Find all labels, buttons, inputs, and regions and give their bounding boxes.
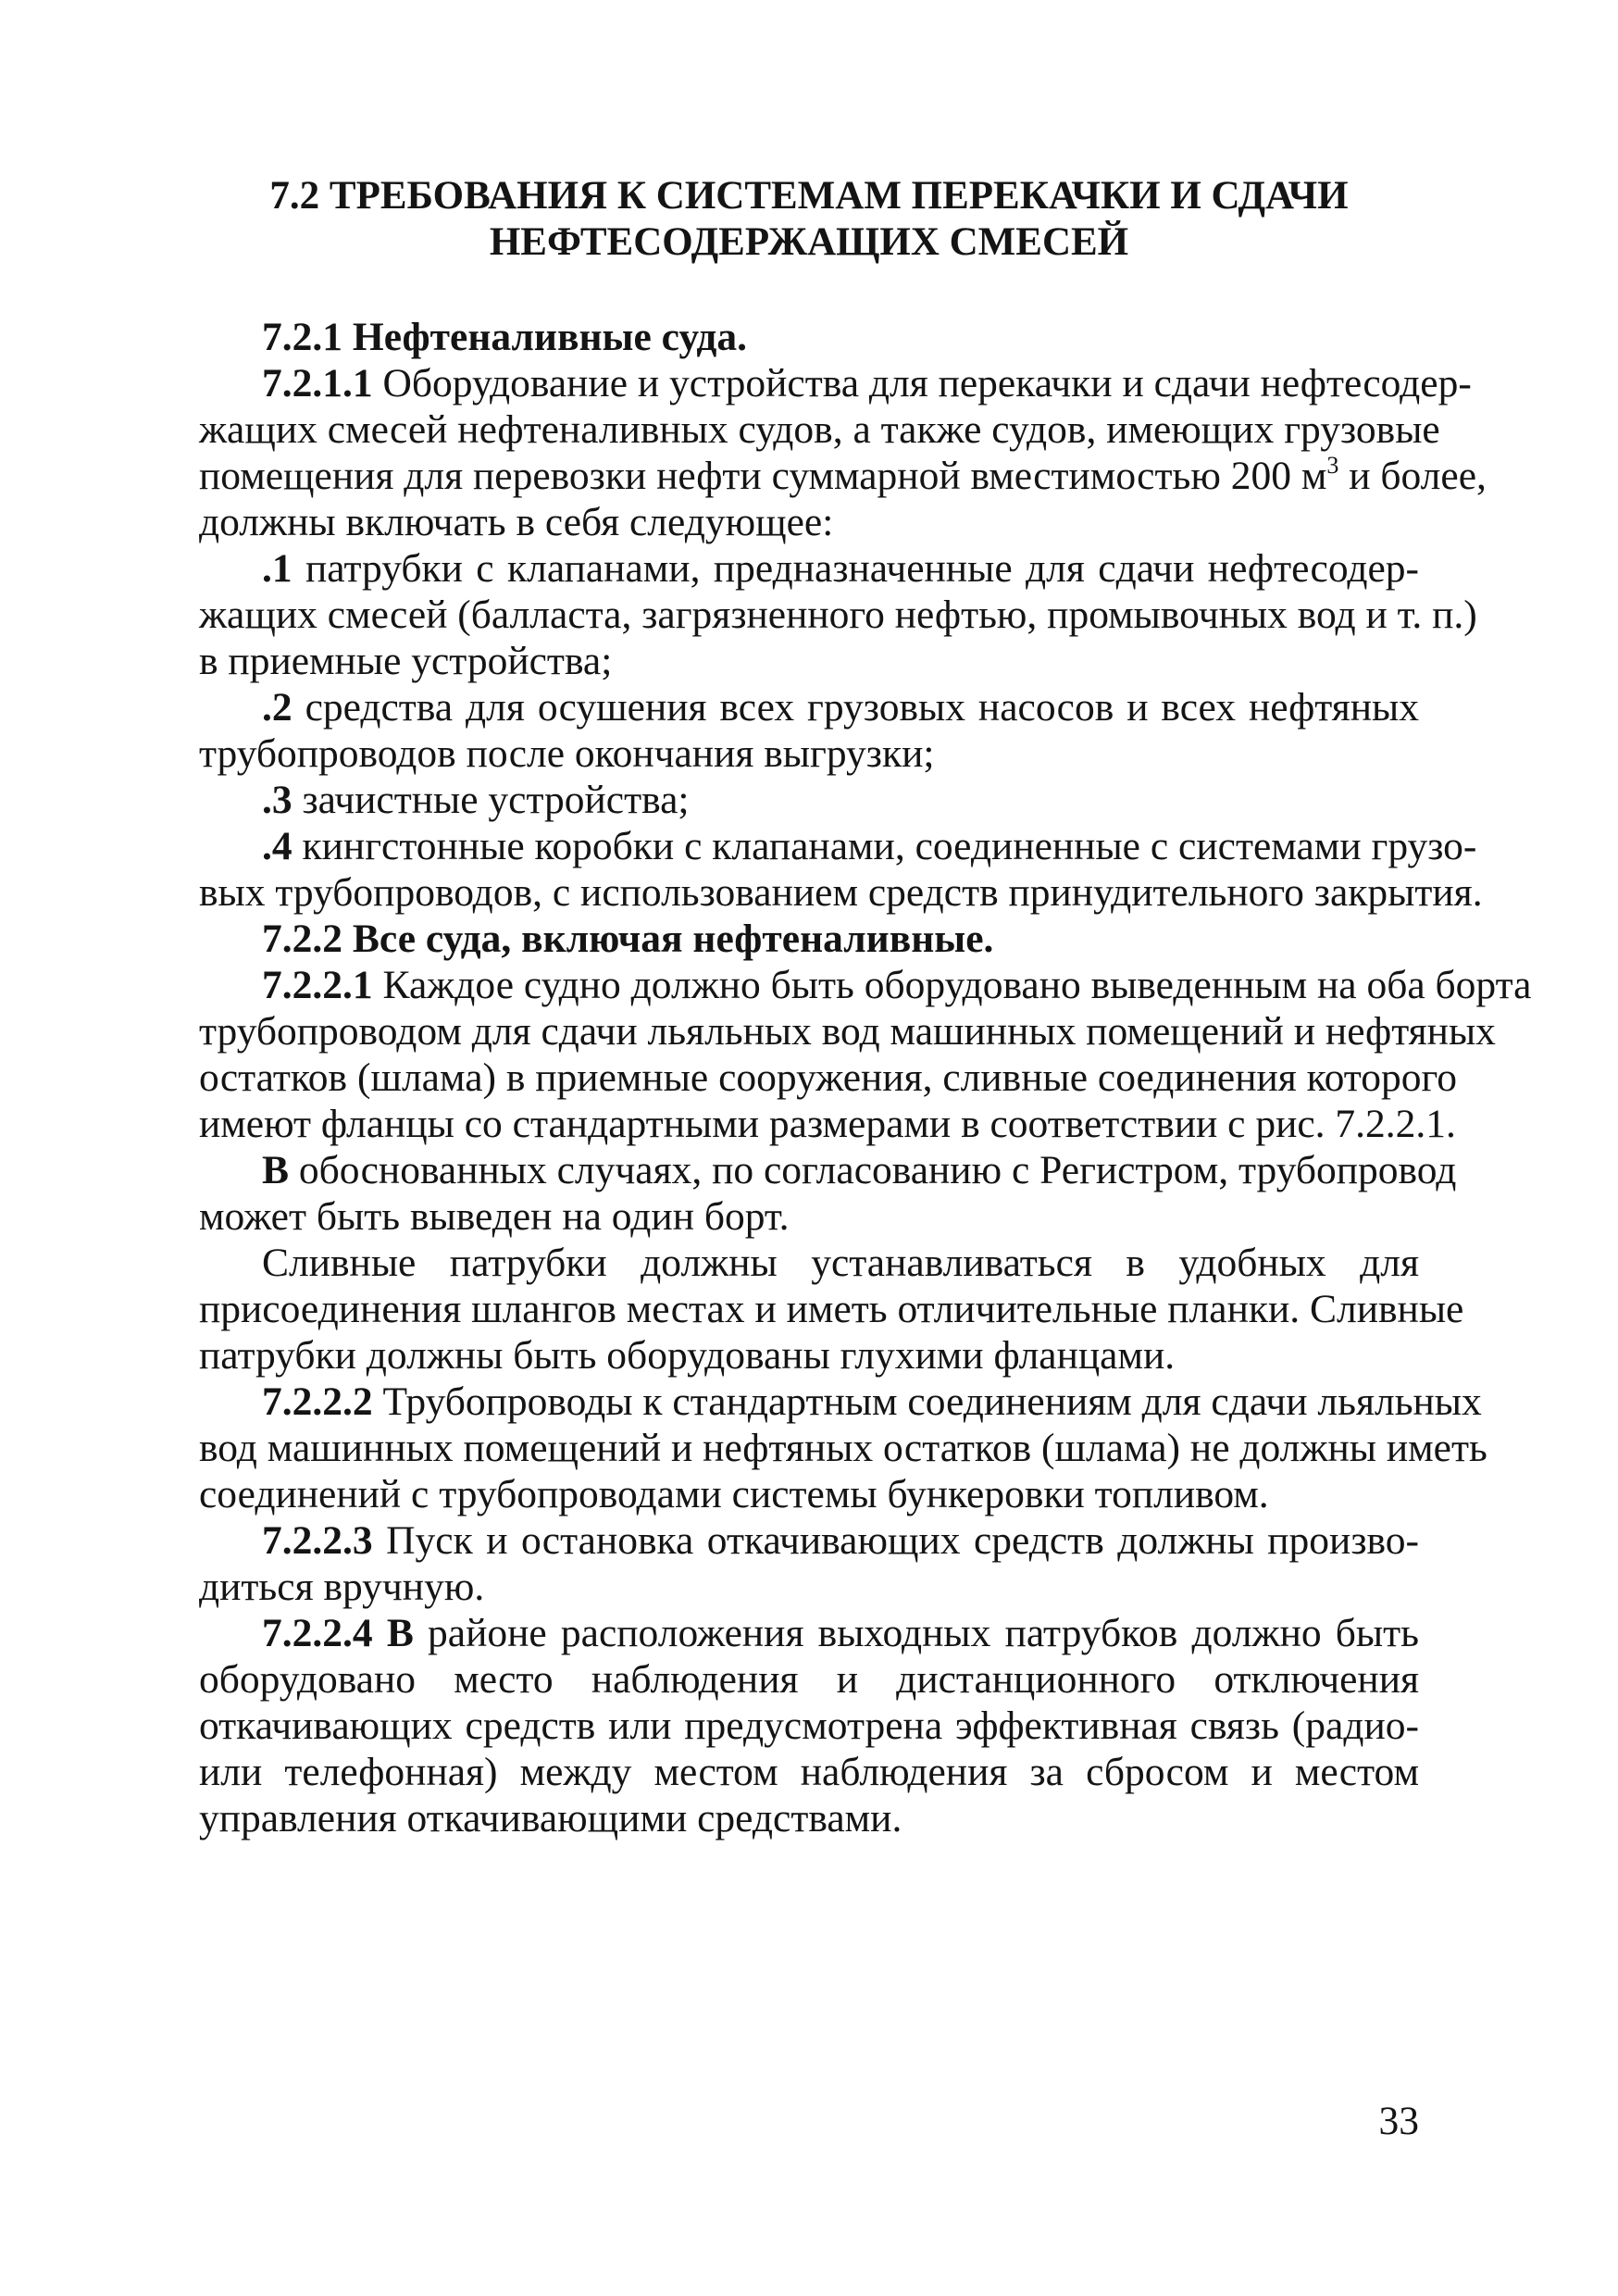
clause-number: 7.2.1.1 — [262, 361, 373, 406]
item-text: патрубки с клапанами, предназначенные для сдачи нефтесодер- — [292, 546, 1419, 591]
clause-text: помещения для перевозки нефти суммарной вместимостью 200 м — [199, 454, 1327, 498]
paragraph-lead-word: В — [262, 1148, 290, 1192]
clause-number: 7.2.2.2 — [262, 1379, 373, 1424]
item-text: кингстонные коробки с клапанами, соединенные с системами грузо- — [292, 824, 1477, 868]
clause-7-2-2-2-line-1 — [262, 1379, 1482, 1425]
clause-text: и более, — [1338, 454, 1487, 498]
clause-7-2-2-4-line-1 — [262, 1610, 1419, 1656]
clause-7-2-1-1-line-4: должны включать в себя следующее: — [199, 500, 834, 544]
clause-7-2-2-4-line-4: или телефонная) между местом наблюдения за сбросом и местом — [199, 1750, 1419, 1794]
item-number: .3 — [262, 778, 292, 822]
clause-text: Каждое судно должно быть оборудовано выведенным на оба борта — [372, 963, 1532, 1007]
clause-7-2-2-4-line-5: управления откачивающими средствами. — [199, 1796, 902, 1841]
list-item-1-line-2: жащих смесей (балласта, загрязненного нефтью, промывочных вод и т. п.) — [199, 593, 1477, 637]
clause-number: 7.2.2.4 В — [262, 1611, 414, 1655]
clause-7-2-2-2-line-2: вод машинных помещений и нефтяных остатков (шлама) не должны иметь — [199, 1426, 1487, 1470]
item-text: средства для осушения всех грузовых насосов и всех нефтяных — [292, 685, 1419, 730]
item-number: .4 — [262, 824, 292, 868]
list-item-2-line-1 — [262, 684, 1419, 730]
section-title-line-1: 7.2 ТРЕБОВАНИЯ К СИСТЕМАМ ПЕРЕКАЧКИ И СДАЧИ — [269, 174, 1349, 218]
clause-7-2-1-1-line-3 — [199, 452, 1487, 499]
clause-7-2-2-3-line-1 — [262, 1517, 1419, 1564]
paragraph-one-side-line-2: может быть выведен на один борт. — [199, 1194, 790, 1239]
list-item-3-line-1 — [262, 777, 1419, 823]
paragraph-drain-pipes-line-3: патрубки должны быть оборудованы глухими фланцами. — [199, 1333, 1176, 1378]
clause-7-2-2-1-line-2: трубопроводом для сдачи льяльных вод машинных помещений и нефтяных — [199, 1009, 1496, 1054]
list-item-1-line-3: в приемные устройства; — [199, 639, 613, 683]
list-item-4-line-2: вых трубопроводов, с использованием средств принудительного закрытия. — [199, 870, 1483, 915]
clause-7-2-2-4-line-2: оборудовано место наблюдения и дистанционного отключения — [199, 1657, 1419, 1702]
clause-7-2-1-1-line-1 — [262, 360, 1472, 406]
clause-7-2-2-4-line-3: откачивающих средств или предусмотрена эффективная связь (радио- — [199, 1703, 1419, 1748]
clause-text: Трубопроводы к стандартным соединениям для сдачи льяльных — [372, 1379, 1482, 1424]
subsection-heading-7-2-2: 7.2.2 Все суда, включая нефтеналивные. — [262, 917, 994, 961]
superscript-exponent: 3 — [1326, 452, 1339, 479]
clause-7-2-2-2-line-3: соединений с трубопроводами системы бункеровки топливом. — [199, 1472, 1269, 1516]
paragraph-one-side-line-1 — [262, 1147, 1457, 1193]
clause-7-2-2-1-line-4: имеют фланцы со стандартными размерами в соответствии с рис. 7.2.2.1. — [199, 1102, 1456, 1146]
paragraph-drain-pipes-line-2: присоединения шлангов местах и иметь отличительные планки. Сливные — [199, 1287, 1464, 1331]
subsection-heading-7-2-1: 7.2.1 Нефтеналивные суда. — [262, 315, 748, 359]
clause-7-2-2-1-line-3: остатков (шлама) в приемные сооружения, сливные соединения которого — [199, 1055, 1457, 1100]
item-number: .1 — [262, 546, 292, 591]
clause-number: 7.2.2.3 — [262, 1518, 373, 1563]
item-text: зачистные устройства; — [292, 778, 690, 822]
item-number: .2 — [262, 685, 292, 730]
clause-number: 7.2.2.1 — [262, 963, 373, 1007]
clause-7-2-2-3-line-2: диться вручную. — [199, 1565, 485, 1609]
paragraph-drain-pipes-line-1: Сливные патрубки должны устанавливаться в удобных для — [262, 1241, 1419, 1285]
page-number: 33 — [1378, 2099, 1419, 2143]
list-item-4-line-1 — [262, 823, 1477, 869]
clause-7-2-2-1-line-1 — [262, 962, 1532, 1008]
clause-text: Пуск и остановка откачивающих средств должны произво- — [372, 1518, 1419, 1563]
clause-text: Оборудование и устройства для перекачки и сдачи нефтесодер- — [372, 361, 1472, 406]
list-item-2-line-2: трубопроводов после окончания выгрузки; — [199, 731, 935, 776]
list-item-1-line-1 — [262, 545, 1419, 592]
clause-7-2-1-1-line-2: жащих смесей нефтеналивных судов, а также судов, имеющих грузовые — [199, 407, 1440, 452]
section-title-line-2: НЕФТЕСОДЕРЖАЩИХ СМЕСЕЙ — [489, 220, 1129, 264]
clause-text: районе расположения выходных патрубков должно быть — [413, 1611, 1419, 1655]
paragraph-text: обоснованных случаях, по согласованию с Регистром, трубопровод — [289, 1148, 1457, 1192]
